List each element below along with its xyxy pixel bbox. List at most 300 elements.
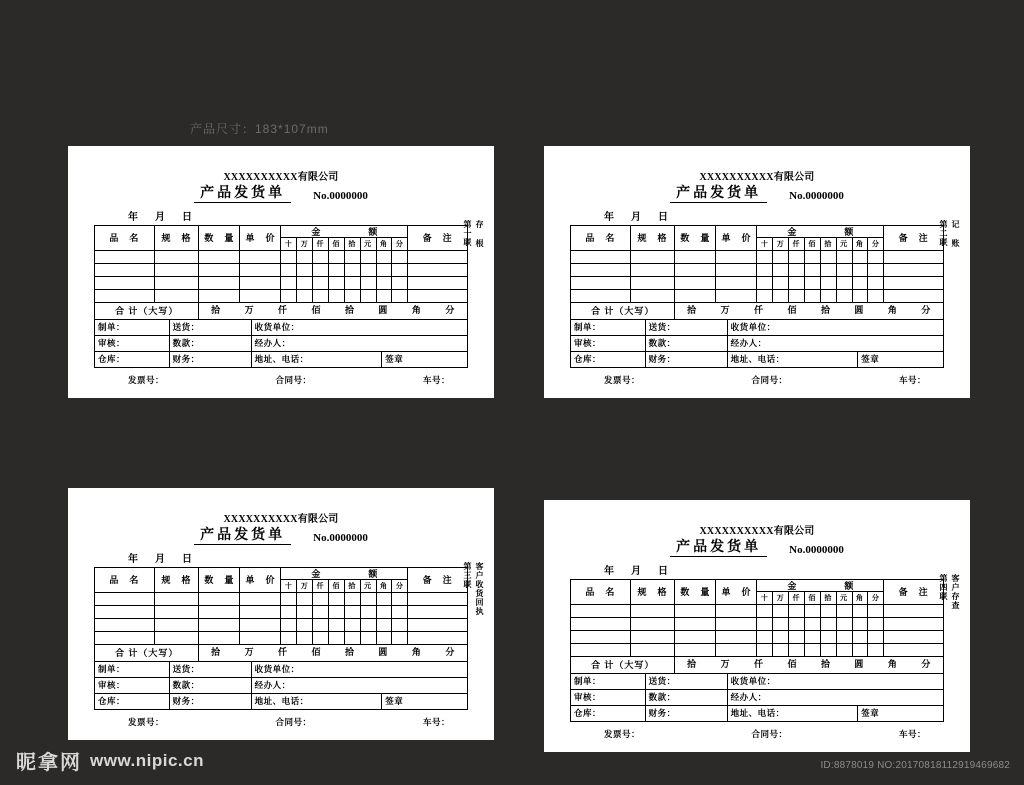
col-price: 单 价 — [716, 226, 757, 251]
cell-amount[interactable] — [757, 277, 884, 290]
info-delivery[interactable]: 送货： — [645, 674, 727, 690]
info-receiver[interactable]: 收货单位： — [727, 674, 943, 690]
cell-qty[interactable] — [199, 606, 240, 619]
watermark — [16, 746, 204, 775]
table-row[interactable] — [95, 619, 468, 632]
info-row[interactable] — [95, 678, 468, 694]
table-row[interactable] — [571, 277, 944, 290]
info-payment[interactable]: 数款： — [169, 678, 251, 694]
document-title: 产品发货单 — [670, 540, 767, 557]
info-payment[interactable]: 数款： — [169, 336, 251, 352]
total-row — [571, 303, 944, 320]
total-unit-shi: 拾 — [211, 305, 222, 316]
cell-qty[interactable] — [675, 290, 716, 303]
table-row[interactable] — [95, 290, 468, 303]
info-row[interactable] — [571, 674, 944, 690]
table-row[interactable] — [95, 593, 468, 606]
total-unit-wan: 万 — [244, 305, 255, 316]
info-delivery[interactable]: 送货： — [645, 320, 727, 336]
table-row[interactable] — [95, 264, 468, 277]
info-row[interactable] — [571, 336, 944, 352]
table-row[interactable] — [571, 644, 944, 657]
info-row[interactable] — [95, 352, 468, 368]
cell-price[interactable] — [716, 605, 757, 618]
total-unit-fen: 分 — [445, 305, 456, 316]
info-maker[interactable]: 制单： — [571, 674, 646, 690]
total-units — [675, 303, 944, 320]
info-address[interactable]: 地址、电话： — [727, 706, 858, 722]
col-spec: 规 格 — [154, 568, 199, 593]
total-row — [95, 303, 468, 320]
cell-spec[interactable] — [630, 605, 675, 618]
invoice-no[interactable]: 发票号： — [604, 729, 641, 740]
info-warehouse[interactable]: 仓库： — [95, 352, 170, 368]
title-row — [570, 540, 944, 557]
info-finance[interactable]: 财务： — [169, 352, 251, 368]
cell-name[interactable] — [571, 277, 631, 290]
signature-label[interactable]: 签章 — [382, 694, 468, 710]
col-remark: 备 注 — [408, 226, 468, 251]
table-header-row — [95, 568, 468, 593]
amount-label: 金 额 — [281, 568, 407, 580]
date-row — [604, 562, 944, 577]
col-qty: 数 量 — [675, 580, 716, 605]
total-label: 合 计（大写） — [95, 645, 199, 662]
cell-remark[interactable] — [884, 290, 944, 303]
total-units — [675, 657, 944, 674]
total-row — [571, 657, 944, 674]
date-day: 日 — [658, 212, 669, 224]
cell-price[interactable] — [240, 619, 281, 632]
cell-price[interactable] — [240, 277, 281, 290]
cell-amount[interactable] — [281, 264, 408, 277]
info-agent[interactable]: 经办人： — [251, 336, 467, 352]
footer-row — [570, 728, 944, 740]
table-header-row — [571, 580, 944, 605]
cell-name[interactable] — [571, 631, 631, 644]
unit-qian: 仟 — [313, 238, 329, 250]
date-year: 年 — [128, 554, 139, 566]
unit-shi: 十 — [757, 592, 773, 604]
cell-spec[interactable] — [630, 264, 675, 277]
cell-spec[interactable] — [630, 251, 675, 264]
cell-remark[interactable] — [408, 251, 468, 264]
info-auditor[interactable]: 审核： — [571, 690, 646, 706]
cell-name[interactable] — [571, 618, 631, 631]
cell-price[interactable] — [240, 632, 281, 645]
cell-name[interactable] — [95, 264, 155, 277]
items-table — [570, 579, 944, 674]
info-warehouse[interactable]: 仓库： — [95, 694, 170, 710]
cell-price[interactable] — [240, 290, 281, 303]
info-row[interactable] — [571, 690, 944, 706]
cell-amount[interactable] — [281, 251, 408, 264]
date-day: 日 — [182, 554, 193, 566]
cell-amount[interactable] — [757, 264, 884, 277]
table-row[interactable] — [95, 277, 468, 290]
cell-spec[interactable] — [630, 618, 675, 631]
copy-index: 第一联 — [463, 220, 472, 247]
cell-amount[interactable] — [757, 631, 884, 644]
col-name: 品 名 — [571, 226, 631, 251]
info-maker[interactable]: 制单： — [571, 320, 646, 336]
date-year: 年 — [604, 212, 615, 224]
copy-index: 第三联 — [463, 562, 472, 589]
amount-label: 金 额 — [281, 226, 407, 238]
info-auditor[interactable]: 审核： — [95, 336, 170, 352]
amount-units — [281, 238, 407, 250]
cell-name[interactable] — [95, 290, 155, 303]
info-row[interactable] — [571, 320, 944, 336]
info-row[interactable] — [571, 706, 944, 722]
items-table — [94, 225, 468, 320]
table-row[interactable] — [571, 290, 944, 303]
cell-amount[interactable] — [757, 644, 884, 657]
table-row[interactable] — [571, 631, 944, 644]
cell-remark[interactable] — [884, 631, 944, 644]
unit-shi: 十 — [757, 238, 773, 250]
col-name: 品 名 — [571, 580, 631, 605]
table-row[interactable] — [571, 264, 944, 277]
cell-name[interactable] — [95, 277, 155, 290]
total-label: 合 计（大写） — [571, 303, 675, 320]
receipt-card-3[interactable] — [68, 488, 494, 740]
info-agent[interactable]: 经办人： — [251, 678, 467, 694]
total-unit-bai: 佰 — [787, 659, 798, 670]
cell-remark[interactable] — [408, 606, 468, 619]
info-row[interactable] — [95, 662, 468, 678]
info-payment[interactable]: 数款： — [645, 690, 727, 706]
cell-price[interactable] — [716, 290, 757, 303]
total-unit-wan: 万 — [720, 305, 731, 316]
cell-amount[interactable] — [281, 632, 408, 645]
contract-no[interactable]: 合同号： — [275, 717, 312, 728]
cell-name[interactable] — [95, 619, 155, 632]
cell-spec[interactable] — [154, 619, 199, 632]
info-address[interactable]: 地址、电话： — [251, 352, 382, 368]
info-agent[interactable]: 经办人： — [727, 690, 943, 706]
cell-price[interactable] — [240, 251, 281, 264]
amount-units — [757, 238, 883, 250]
cell-qty[interactable] — [199, 632, 240, 645]
cell-qty[interactable] — [675, 277, 716, 290]
cell-price[interactable] — [716, 644, 757, 657]
col-spec: 规 格 — [630, 580, 675, 605]
info-payment[interactable]: 数款： — [645, 336, 727, 352]
cell-spec[interactable] — [630, 277, 675, 290]
document-title: 产品发货单 — [194, 528, 291, 545]
cell-amount[interactable] — [757, 605, 884, 618]
cell-qty[interactable] — [199, 251, 240, 264]
cell-price[interactable] — [240, 593, 281, 606]
info-maker[interactable]: 制单： — [95, 320, 170, 336]
cell-remark[interactable] — [884, 618, 944, 631]
total-row — [95, 645, 468, 662]
cell-remark[interactable] — [408, 290, 468, 303]
cell-amount[interactable] — [281, 277, 408, 290]
items-table — [94, 567, 468, 662]
cell-spec[interactable] — [154, 593, 199, 606]
cell-name[interactable] — [571, 605, 631, 618]
copy-side-label — [938, 220, 960, 248]
total-unit-shi2: 拾 — [820, 305, 831, 316]
col-qty: 数 量 — [199, 568, 240, 593]
unit-shi: 十 — [281, 238, 297, 250]
cell-name[interactable] — [571, 251, 631, 264]
copy-index: 第二联 — [939, 220, 948, 247]
info-address[interactable]: 地址、电话： — [251, 694, 382, 710]
col-name: 品 名 — [95, 568, 155, 593]
col-remark: 备 注 — [884, 226, 944, 251]
invoice-no[interactable]: 发票号： — [128, 717, 165, 728]
col-qty: 数 量 — [199, 226, 240, 251]
cell-name[interactable] — [95, 606, 155, 619]
col-price: 单 价 — [240, 568, 281, 593]
cell-amount[interactable] — [281, 606, 408, 619]
info-receiver[interactable]: 收货单位： — [727, 320, 943, 336]
cell-remark[interactable] — [884, 264, 944, 277]
vehicle-no[interactable]: 车号： — [898, 729, 926, 740]
cell-qty[interactable] — [675, 631, 716, 644]
receipt-card-2[interactable] — [544, 146, 970, 398]
date-year: 年 — [604, 566, 615, 578]
info-finance[interactable]: 财务： — [645, 706, 727, 722]
cell-spec[interactable] — [630, 631, 675, 644]
cell-spec[interactable] — [154, 632, 199, 645]
total-label: 合 计（大写） — [571, 657, 675, 674]
info-row[interactable] — [95, 694, 468, 710]
cell-remark[interactable] — [408, 264, 468, 277]
unit-bai: 佰 — [805, 592, 821, 604]
site-url: www.nipic.cn — [90, 750, 204, 770]
unit-jiao: 角 — [853, 238, 869, 250]
copy-purpose: 存 根 — [475, 220, 484, 248]
footer-row — [94, 716, 468, 728]
info-maker[interactable]: 制单： — [95, 662, 170, 678]
cell-remark[interactable] — [408, 593, 468, 606]
cell-qty[interactable] — [675, 605, 716, 618]
unit-wan: 万 — [773, 592, 789, 604]
receipt-form — [68, 488, 494, 740]
info-delivery[interactable]: 送货： — [169, 320, 251, 336]
cell-qty[interactable] — [675, 644, 716, 657]
cell-name[interactable] — [571, 644, 631, 657]
cell-price[interactable] — [716, 251, 757, 264]
cell-qty[interactable] — [675, 251, 716, 264]
receipt-form — [544, 500, 970, 752]
cell-qty[interactable] — [199, 277, 240, 290]
company-name: XXXXXXXXXX有限公司 — [699, 526, 815, 537]
invoice-no[interactable]: 发票号： — [604, 375, 641, 386]
vehicle-no[interactable]: 车号： — [422, 375, 450, 386]
vehicle-no[interactable]: 车号： — [422, 717, 450, 728]
info-receiver[interactable]: 收货单位： — [251, 662, 467, 678]
cell-spec[interactable] — [154, 290, 199, 303]
col-amount — [281, 226, 408, 251]
cell-spec[interactable] — [154, 251, 199, 264]
table-row[interactable] — [571, 251, 944, 264]
total-unit-jiao: 角 — [887, 305, 898, 316]
total-unit-wan: 万 — [244, 647, 255, 658]
cell-remark[interactable] — [884, 251, 944, 264]
unit-jiao: 角 — [377, 238, 393, 250]
unit-shi2: 拾 — [821, 238, 837, 250]
table-header-row — [95, 226, 468, 251]
invoice-no[interactable]: 发票号： — [128, 375, 165, 386]
unit-yuan: 元 — [837, 592, 853, 604]
date-month: 月 — [155, 554, 166, 566]
cell-spec[interactable] — [630, 290, 675, 303]
signature-label[interactable]: 签章 — [858, 352, 944, 368]
vehicle-no[interactable]: 车号： — [898, 375, 926, 386]
info-finance[interactable]: 财务： — [169, 694, 251, 710]
cell-spec[interactable] — [154, 277, 199, 290]
copy-purpose: 客户存查 — [951, 574, 960, 610]
copy-purpose: 记 账 — [951, 220, 960, 248]
table-row[interactable] — [571, 605, 944, 618]
copy-side-label — [462, 220, 484, 248]
total-unit-shi2: 拾 — [344, 647, 355, 658]
unit-shi: 十 — [281, 580, 297, 592]
table-row[interactable] — [95, 251, 468, 264]
cell-amount[interactable] — [757, 251, 884, 264]
info-warehouse[interactable]: 仓库： — [571, 706, 646, 722]
unit-fen: 分 — [871, 240, 880, 249]
total-unit-shi2: 拾 — [820, 659, 831, 670]
cell-amount[interactable] — [281, 290, 408, 303]
cell-remark[interactable] — [884, 644, 944, 657]
total-unit-qian: 仟 — [754, 305, 765, 316]
cell-remark[interactable] — [408, 277, 468, 290]
cell-amount[interactable] — [281, 593, 408, 606]
info-finance[interactable]: 财务： — [645, 352, 727, 368]
cell-spec[interactable] — [154, 264, 199, 277]
total-unit-bai: 佰 — [787, 305, 798, 316]
col-price: 单 价 — [716, 580, 757, 605]
unit-qian: 仟 — [313, 580, 329, 592]
title-row — [94, 528, 468, 545]
col-amount — [757, 226, 884, 251]
cell-amount[interactable] — [757, 618, 884, 631]
cell-qty[interactable] — [675, 264, 716, 277]
cell-name[interactable] — [95, 251, 155, 264]
date-row — [128, 550, 468, 565]
cell-spec[interactable] — [154, 606, 199, 619]
info-auditor[interactable]: 审核： — [571, 336, 646, 352]
table-row[interactable] — [95, 632, 468, 645]
cell-qty[interactable] — [199, 290, 240, 303]
total-unit-bai: 佰 — [311, 647, 322, 658]
total-unit-jiao: 角 — [411, 647, 422, 658]
unit-jiao: 角 — [853, 592, 869, 604]
site-logo: 昵拿网 — [16, 752, 82, 774]
cell-amount[interactable] — [757, 290, 884, 303]
cell-qty[interactable] — [199, 619, 240, 632]
cell-name[interactable] — [95, 632, 155, 645]
signature-label[interactable]: 签章 — [382, 352, 468, 368]
info-table — [570, 320, 944, 368]
cell-name[interactable] — [95, 593, 155, 606]
total-unit-shi2: 拾 — [344, 305, 355, 316]
total-unit-yuan: 圆 — [854, 305, 865, 316]
amount-units — [281, 580, 407, 592]
receipt-card-4[interactable] — [544, 500, 970, 752]
info-delivery[interactable]: 送货： — [169, 662, 251, 678]
cell-name[interactable] — [571, 290, 631, 303]
total-unit-yuan: 圆 — [378, 647, 389, 658]
receipt-card-1[interactable] — [68, 146, 494, 398]
cell-remark[interactable] — [408, 632, 468, 645]
info-auditor[interactable]: 审核： — [95, 678, 170, 694]
cell-remark[interactable] — [408, 619, 468, 632]
cell-price[interactable] — [716, 618, 757, 631]
company-name: XXXXXXXXXX有限公司 — [699, 172, 815, 183]
col-spec: 规 格 — [154, 226, 199, 251]
cell-price[interactable] — [716, 264, 757, 277]
total-unit-jiao: 角 — [411, 305, 422, 316]
contract-no[interactable]: 合同号： — [751, 375, 788, 386]
col-amount — [757, 580, 884, 605]
cell-price[interactable] — [240, 606, 281, 619]
total-unit-qian: 仟 — [754, 659, 765, 670]
cell-qty[interactable] — [199, 593, 240, 606]
col-remark: 备 注 — [884, 580, 944, 605]
asset-id-text: ID:8878019 NO:20170818112919469682 — [820, 760, 1010, 771]
table-row[interactable] — [571, 618, 944, 631]
info-address[interactable]: 地址、电话： — [727, 352, 858, 368]
date-day: 日 — [182, 212, 193, 224]
cell-amount[interactable] — [281, 619, 408, 632]
date-year: 年 — [128, 212, 139, 224]
cell-qty[interactable] — [675, 618, 716, 631]
cell-name[interactable] — [571, 264, 631, 277]
cell-price[interactable] — [716, 631, 757, 644]
info-row[interactable] — [571, 352, 944, 368]
date-month: 月 — [155, 212, 166, 224]
contract-no[interactable]: 合同号： — [751, 729, 788, 740]
unit-wan: 万 — [297, 580, 313, 592]
table-header-row — [571, 226, 944, 251]
unit-shi2: 拾 — [345, 580, 361, 592]
info-receiver[interactable]: 收货单位： — [251, 320, 467, 336]
cell-price[interactable] — [716, 277, 757, 290]
info-row[interactable] — [95, 336, 468, 352]
items-table — [570, 225, 944, 320]
amount-label: 金 额 — [757, 226, 883, 238]
col-spec: 规 格 — [630, 226, 675, 251]
total-unit-shi: 拾 — [687, 305, 698, 316]
total-unit-qian: 仟 — [278, 305, 289, 316]
cell-remark[interactable] — [884, 277, 944, 290]
contract-no[interactable]: 合同号： — [275, 375, 312, 386]
unit-yuan: 元 — [837, 238, 853, 250]
cell-price[interactable] — [240, 264, 281, 277]
cell-qty[interactable] — [199, 264, 240, 277]
info-row[interactable] — [95, 320, 468, 336]
signature-label[interactable]: 签章 — [858, 706, 944, 722]
document-number: No.0000000 — [313, 190, 368, 203]
total-label: 合 计（大写） — [95, 303, 199, 320]
total-units — [199, 303, 468, 320]
cell-remark[interactable] — [884, 605, 944, 618]
info-warehouse[interactable]: 仓库： — [571, 352, 646, 368]
table-row[interactable] — [95, 606, 468, 619]
total-unit-shi: 拾 — [211, 647, 222, 658]
total-unit-wan: 万 — [720, 659, 731, 670]
cell-spec[interactable] — [630, 644, 675, 657]
info-agent[interactable]: 经办人： — [727, 336, 943, 352]
document-number: No.0000000 — [789, 544, 844, 557]
